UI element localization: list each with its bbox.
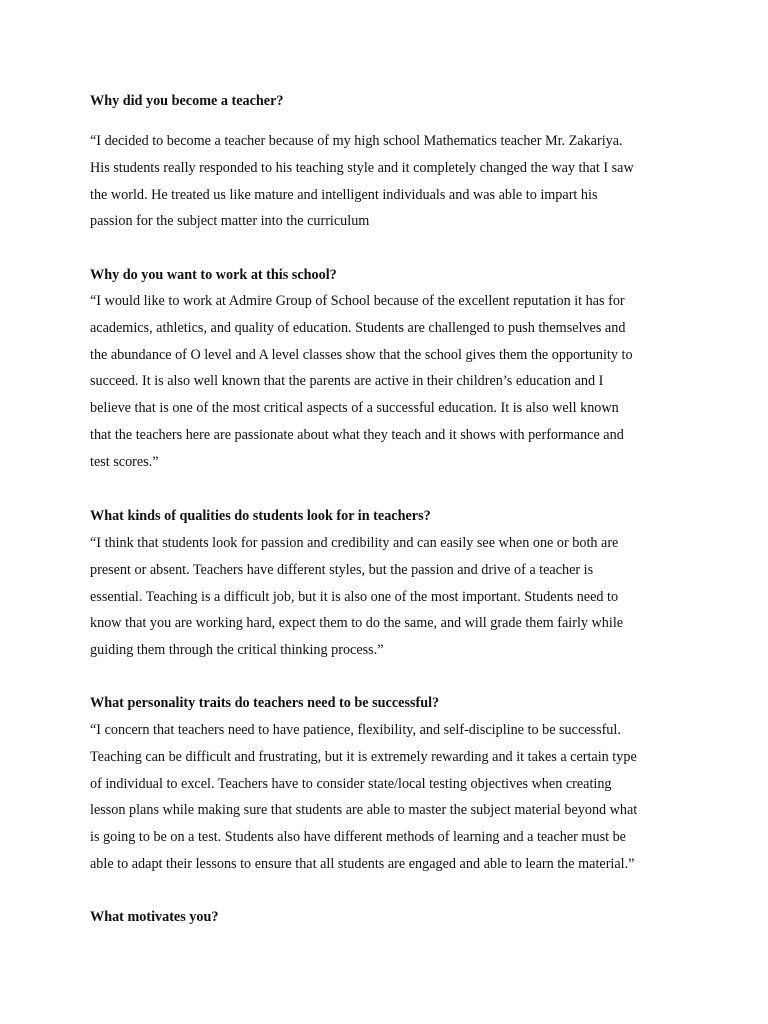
answer-line: “I decided to become a teacher because of my high school Mathematics teacher Mr. Zakariya. bbox=[90, 133, 623, 149]
answer-line: guiding them through the critical thinking process.” bbox=[90, 642, 384, 659]
qa-section-2 bbox=[90, 262, 680, 289]
answer-line: that the teachers here are passionate about what they teach and it shows with performance and bbox=[90, 426, 624, 443]
answer-line: the abundance of O level and A level classes show that the school gives them the opportunity to bbox=[90, 346, 633, 363]
question-heading: What motivates you? bbox=[90, 909, 219, 925]
answer-paragraph-1 bbox=[90, 128, 680, 235]
answer-line: succeed. It is also well known that the parents are active in their children’s education and I bbox=[90, 373, 604, 390]
answer-line: “I think that students look for passion and credibility and can easily see when one or both are bbox=[90, 535, 619, 551]
answer-line: the world. He treated us like mature and intelligent individuals and was able to impart his bbox=[90, 186, 598, 203]
answer-line: present or absent. Teachers have different styles, but the passion and drive of a teacher is bbox=[90, 561, 594, 578]
answer-paragraph-2 bbox=[90, 288, 680, 476]
answer-line: passion for the subject matter into the curriculum bbox=[90, 213, 370, 230]
answer-line: is going to be on a test. Students also have different methods of learning and a teacher must be bbox=[90, 829, 626, 846]
qa-section-5 bbox=[90, 904, 680, 931]
answer-line: know that you are working hard, expect them to do the same, and will grade them fairly while bbox=[90, 615, 624, 632]
question-heading: What personality traits do teachers need to be successful? bbox=[90, 695, 440, 711]
answer-line: His students really responded to his teaching style and it completely changed the way that I saw bbox=[90, 159, 634, 176]
answer-line: of individual to excel. Teachers have to consider state/local testing objectives when creating bbox=[90, 775, 612, 792]
answer-line: “I concern that teachers need to have patience, flexibility, and self-discipline to be successful. bbox=[90, 722, 621, 738]
answer-line: “I would like to work at Admire Group of School because of the excellent reputation it has for bbox=[90, 293, 625, 309]
qa-section-3 bbox=[90, 503, 680, 530]
answer-line: academics, athletics, and quality of education. Students are challenged to push themselves and bbox=[90, 319, 626, 336]
answer-line: able to adapt their lessons to ensure that all students are engaged and able to learn the material.” bbox=[90, 855, 635, 872]
question-heading: What kinds of qualities do students look for in teachers? bbox=[90, 508, 431, 524]
answer-line: test scores.” bbox=[90, 453, 159, 470]
question-heading: Why did you become a teacher? bbox=[90, 93, 284, 109]
answer-line: Teaching can be difficult and frustrating, but it is extremely rewarding and it takes a certain type bbox=[90, 748, 637, 765]
answer-paragraph-4 bbox=[90, 717, 680, 878]
answer-line: lesson plans while making sure that students are able to master the subject material beyond what bbox=[90, 802, 638, 819]
answer-line: essential. Teaching is a difficult job, but it is also one of the most important. Students need to bbox=[90, 588, 619, 605]
answer-line: believe that is one of the most critical aspects of a successful education. It is also well known bbox=[90, 400, 619, 417]
qa-section-4 bbox=[90, 690, 680, 717]
question-heading: Why do you want to work at this school? bbox=[90, 267, 337, 283]
qa-section-1 bbox=[90, 88, 680, 115]
answer-paragraph-3 bbox=[90, 530, 680, 664]
